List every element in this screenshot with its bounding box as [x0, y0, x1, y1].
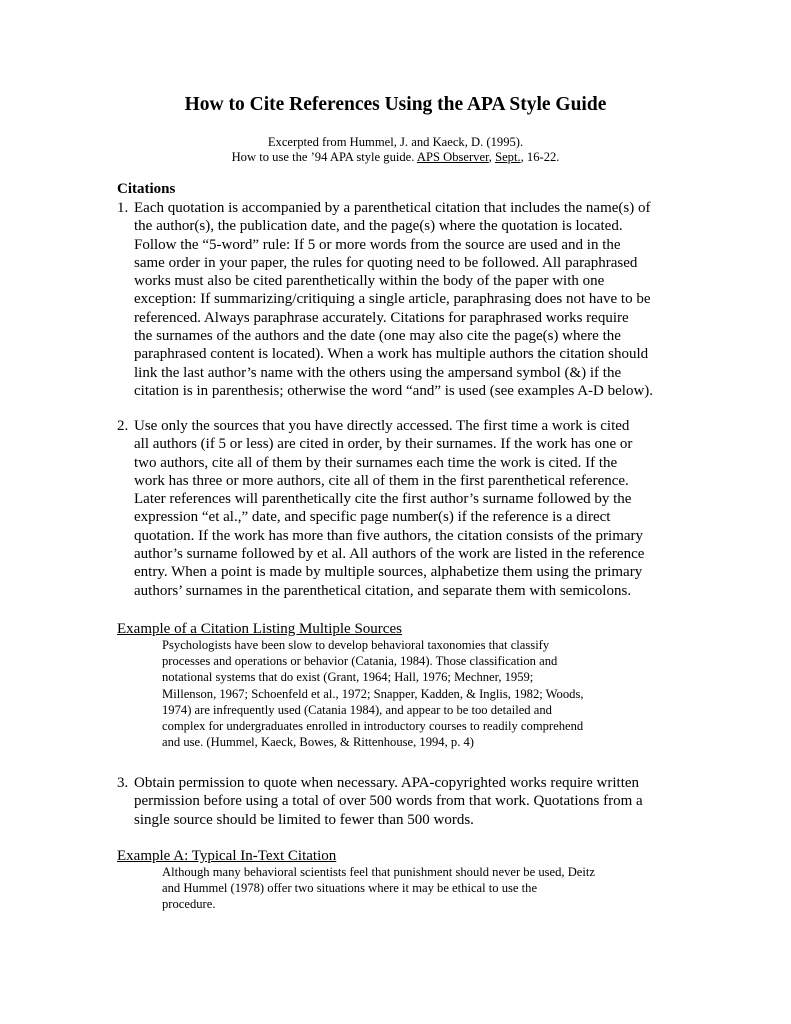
- rule-line: work has three or more authors, cite all of them in the first parenthetical reference.: [134, 472, 629, 489]
- citation-rule-3: [117, 774, 677, 829]
- rule-line: Use only the sources that you have directly accessed. The first time a work is cited: [134, 418, 630, 434]
- citation-rule-1: [117, 199, 677, 400]
- document-title: How to Cite References Using the APA Style Guide: [184, 94, 607, 115]
- rule-line: referenced. Always paraphrase accurately. Citations for paraphrased works require: [134, 309, 629, 326]
- quote-line: procedure.: [162, 897, 216, 912]
- rule-line: Each quotation is accompanied by a parenthetical citation that includes the name(s) of: [134, 200, 651, 216]
- rule-line: single source should be limited to fewer than 500 words.: [134, 811, 474, 828]
- section-heading-citations: Citations: [117, 181, 176, 197]
- rule-body: [134, 199, 677, 400]
- rule-line: the surnames of the authors and the date (one may also cite the page(s) where the: [134, 328, 621, 345]
- rule-body: [134, 417, 677, 600]
- source-month: Sept.: [495, 150, 521, 164]
- rule-line: permission before using a total of over 500 words from that work. Quotations from a: [134, 793, 643, 810]
- source-line-2-suffix: , 16-22.: [520, 150, 560, 164]
- rule-line: entry. When a point is made by multiple sources, alphabetize them using the primary: [134, 564, 643, 581]
- rule-line: Follow the “5-word” rule: If 5 or more words from the source are used and in the: [134, 236, 621, 253]
- quote-line: and Hummel (1978) offer two situations where it may be ethical to use the: [162, 881, 538, 896]
- citation-rule-2: [117, 417, 677, 600]
- rule-line: quotation. If the work has more than five authors, the citation consists of the primary: [134, 527, 644, 544]
- rule-line: expression “et al.,” date, and specific page number(s) if the reference is a direct: [134, 509, 611, 526]
- rule-line: authors’ surnames in the parenthetical citation, and separate them with semicolons.: [134, 582, 632, 599]
- quote-line: 1974) are infrequently used (Catania 1984), and appear to be too detailed and: [162, 702, 552, 717]
- quote-line: Psychologists have been slow to develop behavioral taxonomies that classify: [162, 638, 550, 652]
- source-line-2-prefix: How to use the ’94 APA style guide.: [231, 150, 417, 164]
- rule-line: Obtain permission to quote when necessary. APA-copyrighted works require written: [134, 775, 640, 791]
- rule-line: the author(s), the publication date, and the page(s) where the quotation is located.: [134, 218, 623, 235]
- example-quote-multiple-sources: [162, 637, 682, 750]
- rule-line: paraphrased content is located). When a work has multiple authors the citation should: [134, 346, 649, 363]
- quote-line: and use. (Hummel, Kaeck, Bowes, & Rittenhouse, 1994, p. 4): [162, 735, 474, 750]
- rule-line: works must also be cited parenthetically within the body of the paper with one: [134, 273, 605, 290]
- quote-line: processes and operations or behavior (Catania, 1984). Those classification and: [162, 654, 558, 669]
- rule-line: exception: If summarizing/critiquing a single article, paraphrasing does not have to be: [134, 291, 651, 308]
- quote-line: Millenson, 1967; Schoenfeld et al., 1972; Snapper, Kadden, & Inglis, 1982; Woods,: [162, 686, 584, 701]
- quote-line: Although many behavioral scientists feel that punishment should never be used, Deitz: [162, 865, 595, 879]
- example-label-a: Example A: Typical In-Text Citation: [117, 848, 337, 864]
- rule-line: two authors, cite all of them by their surnames each time the work is cited. If the: [134, 454, 618, 471]
- example-quote-a: [162, 864, 682, 913]
- quote-line: notational systems that do exist (Grant, 1964; Hall, 1976; Mechner, 1959;: [162, 670, 534, 685]
- rule-line: author’s surname followed by et al. All authors of the work are listed in the reference: [134, 546, 645, 563]
- source-journal: APS Observer: [416, 150, 489, 164]
- rule-line: Later references will parenthetically cite the first author’s surname followed by the: [134, 491, 632, 508]
- rule-number: 2.: [117, 418, 129, 434]
- rule-number: 1.: [117, 200, 129, 216]
- rule-body: [134, 774, 677, 829]
- source-line-1: Excerpted from Hummel, J. and Kaeck, D. (1995).: [267, 135, 524, 149]
- rule-line: link the last author’s name with the others using the ampersand symbol (&) if the: [134, 364, 622, 381]
- quote-line: complex for undergraduates enrolled in introductory courses to readily comprehend: [162, 719, 584, 734]
- rule-line: citation is in parenthesis; otherwise the word “and” is used (see examples A-D below).: [134, 382, 654, 399]
- source-line-2: [0, 149, 791, 165]
- example-label-multiple-sources: Example of a Citation Listing Multiple Sources: [117, 621, 402, 637]
- rule-line: all authors (if 5 or less) are cited in order, by their surnames. If the work has one or: [134, 436, 633, 453]
- source-separator: ,: [488, 150, 496, 164]
- rule-line: same order in your paper, the rules for quoting need to be followed. All paraphrased: [134, 254, 638, 271]
- rule-number: 3.: [117, 775, 129, 791]
